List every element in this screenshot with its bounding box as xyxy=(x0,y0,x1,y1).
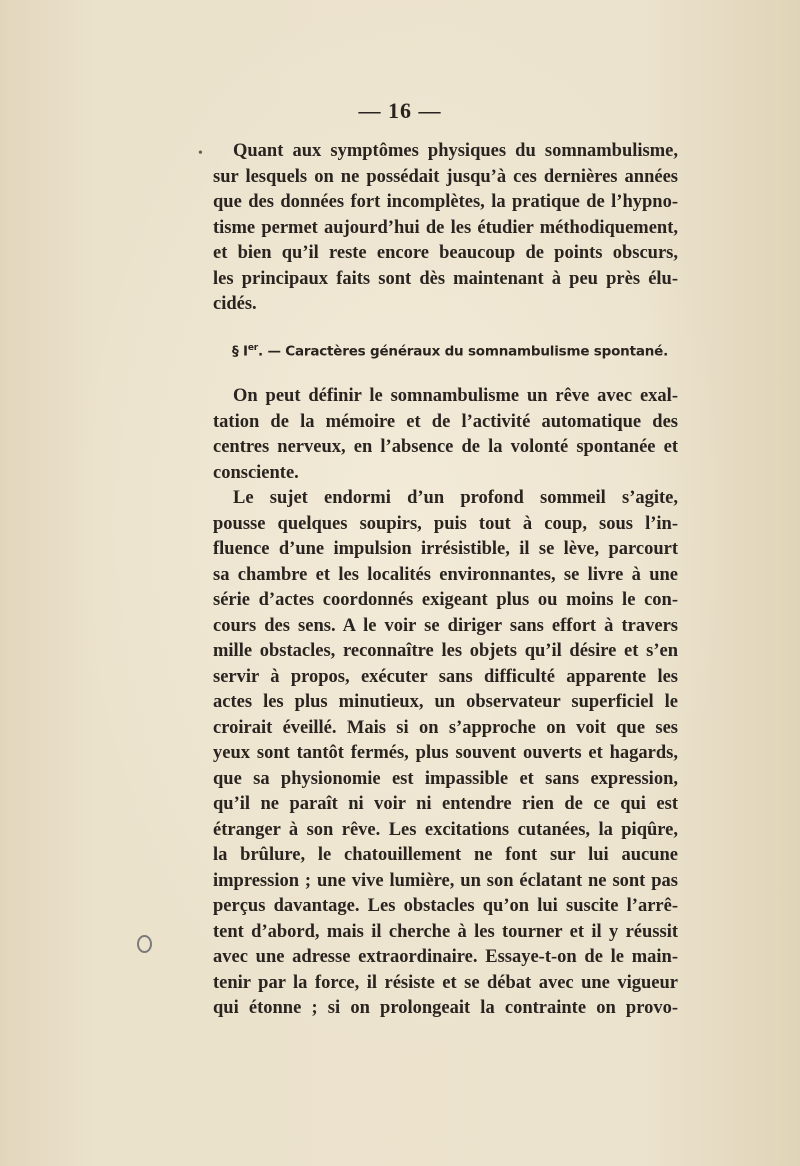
text-line: qui étonne ; si on prolongeait la contrainte on provo- xyxy=(213,998,678,1018)
text-line: servir à propos, exécuter sans difficulté apparente les xyxy=(213,666,678,687)
text-line: centres nerveux, en l’absence de la volonté spontanée et xyxy=(213,437,678,457)
text-line: sur lesquels on ne possédait jusqu’à ces dernières années xyxy=(213,166,678,187)
text-line: impression ; une vive lumière, un son éclatant ne sont pas xyxy=(213,870,678,891)
circle-mark-icon xyxy=(137,935,152,953)
text-line: et bien qu’il reste encore beaucoup de points obscurs, xyxy=(213,243,678,263)
text-line: tent d’abord, mais il cherche à les tourner et il y réussit xyxy=(213,921,678,942)
paragraph-physical-symptoms xyxy=(213,139,678,318)
text-line: cours des sens. A le voir se diriger sans effort à travers xyxy=(213,615,678,636)
text-line: tenir par la force, il résiste et se débat avec une vigueur xyxy=(213,972,678,993)
text-line: la brûlure, le chatouillement ne font sur lui aucune xyxy=(213,845,678,865)
text-line: étranger à son rêve. Les excitations cutanées, la piqûre, xyxy=(213,819,678,840)
text-line: fluence d’une impulsion irrésistible, il se lève, parcourt xyxy=(213,539,678,559)
text-line: que sa physionomie est impassible et sans expression, xyxy=(213,768,678,789)
text-line: mille obstacles, reconnaître les objets qu’il désire et s’en xyxy=(213,641,678,661)
margin-mark: • xyxy=(198,146,203,161)
text-line: sa chambre et les localités environnantes, se livre à une xyxy=(213,564,678,585)
text-line: Le sujet endormi d’un profond sommeil s’agite, xyxy=(233,488,678,508)
page-number: — 16 — xyxy=(358,98,442,123)
text-line: actes les plus minutieux, un observateur superficiel le xyxy=(213,692,678,712)
text-line: avec une adresse extraordinaire. Essaye-t-on de le main- xyxy=(213,947,678,967)
text-line: que des données fort incomplètes, la pratique de l’hypno- xyxy=(213,192,678,212)
text-line: série d’actes coordonnés exigeant plus ou moins le con- xyxy=(213,590,678,610)
paragraph-definition xyxy=(213,384,678,1022)
text-line: consciente. xyxy=(213,462,299,483)
text-line: croirait éveillé. Mais si on s’approche on voit que ses xyxy=(213,717,678,738)
text-line: cidés. xyxy=(213,294,257,314)
section-symbol: § I xyxy=(232,343,248,360)
section-sup: er xyxy=(247,343,259,353)
text-line: perçus davantage. Les obstacles qu’on lui suscite l’arrê- xyxy=(213,896,678,916)
text-line: yeux sont tantôt fermés, plus souvent ouverts et hagards, xyxy=(213,743,678,763)
text-line: On peut définir le somnambulisme un rêve avec exal- xyxy=(233,386,678,406)
section-title: . — Caractères généraux du somnambulisme spontané. xyxy=(258,343,669,360)
text-line: les principaux faits sont dès maintenant à peu près élu- xyxy=(213,268,678,289)
text-line: Quant aux symptômes physiques du somnambulisme, xyxy=(233,141,678,161)
text-line: tisme permet aujourd’hui de les étudier méthodiquement, xyxy=(213,217,678,238)
text-line: qu’il ne paraît ni voir ni entendre rien de ce qui est xyxy=(213,794,678,814)
text-line: pousse quelques soupirs, puis tout à coup, sous l’in- xyxy=(213,513,678,534)
text-line: tation de la mémoire et de l’activité automatique des xyxy=(213,411,678,432)
section-heading xyxy=(232,343,668,360)
